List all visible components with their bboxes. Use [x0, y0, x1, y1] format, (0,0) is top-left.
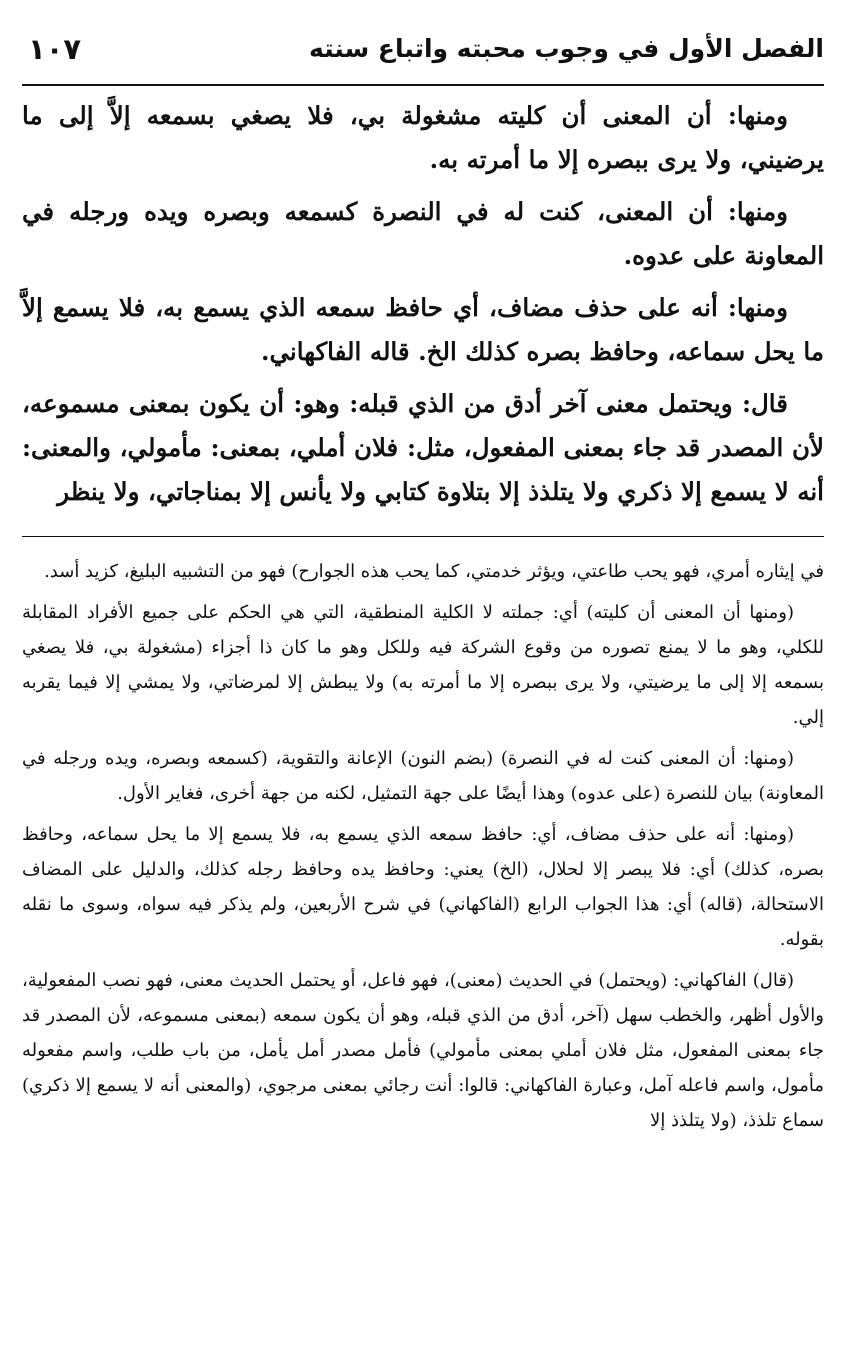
- main-paragraph: ومنها: أن المعنى، كنت له في النصرة كسمعه وبصره ويده ورجله في المعاونة على عدوه.: [22, 197, 824, 270]
- page-header: [22, 22, 824, 86]
- commentary-paragraph: في إيثاره أمري، فهو يحب طاعتي، ويؤثر خدمتي، كما يحب هذه الجوارح) فهو من التشبيه البليغ، كزيد أسد.: [44, 561, 824, 582]
- main-paragraph: ومنها: أن المعنى أن كليته مشغولة بي، فلا يصغي بسمعه إلاَّ إلى ما يرضيني، ولا يرى ببصره إلا ما أمرته به.: [22, 101, 824, 174]
- running-title: الفصل الأول في وجوب محبته واتباع سنته: [309, 34, 824, 63]
- commentary-text: [22, 554, 824, 1144]
- commentary-paragraph: (قال) الفاكهاني: (ويحتمل) في الحديث (معنى)، فهو فاعل، أو يحتمل الحديث معنى، فهو نصب المفعولية، والأول أظهر، والخطب سهل (آخر، أدق من الذي قبله، وهو أن يكون سمعه (بمعنى مسموعه، لأن المصدر قد جاء بمعنى المفعول، مثل فلان أملي بمعنى مأمولي) فأمل مصدر أمل يأمل، من باب طلب، واسم مفعوله مأمول، واسم فاعله آمل، وعبارة الفاكهاني: قالوا: أنت رجائي بمعنى مرجوي، (والمعنى أنه لا يسمع إلا ذكري) سماع تلذذ، (ولا يتلذذ إلا: [22, 970, 824, 1131]
- main-text: [22, 94, 824, 522]
- page-number: ١٠٧: [28, 32, 82, 66]
- footnote-divider: [22, 536, 824, 537]
- commentary-paragraph: (ومنها أن المعنى أن كليته) أي: جملته لا الكلية المنطقية، التي هي الحكم على جميع الأفراد المقابلة للكلي، وهو ما لا يمنع تصوره من وقوع الشركة فيه وللكل وهو ما كان ذا أجزاء (مشغولة بي، فلا يصغي بسمعه إلا إلى ما يرضيتي، ولا يرى ببصره إلا ما أمرته به) ولا يبطش إلا لمرضاتي، ولا يمشي إلا فيما يقربه إلي.: [22, 602, 824, 728]
- main-paragraph: قال: ويحتمل معنى آخر أدق من الذي قبله: وهو: أن يكون بمعنى مسموعه، لأن المصدر قد جاء بمعنى المفعول، مثل: فلان أملي، بمعنى: مأمولي، والمعنى: أنه لا يسمع إلا ذكري ولا يتلذذ إلا بتلاوة كتابي ولا يأنس إلا بمناجاتي، ولا ينظر: [22, 389, 824, 506]
- commentary-paragraph: (ومنها: أن المعنى كنت له في النصرة) (بضم النون) الإعانة والتقوية، (كسمعه وبصره، ويده ورجله في المعاونة) بيان للنصرة (على عدوه) وهذا أيضًا على جهة التمثيل، لكنه من جهة أخرى، فغاير الأول.: [22, 748, 824, 804]
- commentary-paragraph: (ومنها: أنه على حذف مضاف، أي: حافظ سمعه الذي يسمع به، فلا يسمع إلا ما يحل سماعه، وحافظ بصره، كذلك) أي: فلا يبصر إلا لحلال، (الخ) يعني: وحافظ يده وحافظ رجله كذلك، والدليل على المضاف الاستحالة، (قاله) أي: هذا الجواب الرابع (الفاكهاني) في شرح الأربعين، ولم يذكر فيه سواه، وسوى ما نقله بقوله.: [22, 824, 824, 950]
- main-paragraph: ومنها: أنه على حذف مضاف، أي حافظ سمعه الذي يسمع به، فلا يسمع إلاَّ ما يحل سماعه، وحافظ بصره كذلك الخ. قاله الفاكهاني.: [22, 293, 824, 366]
